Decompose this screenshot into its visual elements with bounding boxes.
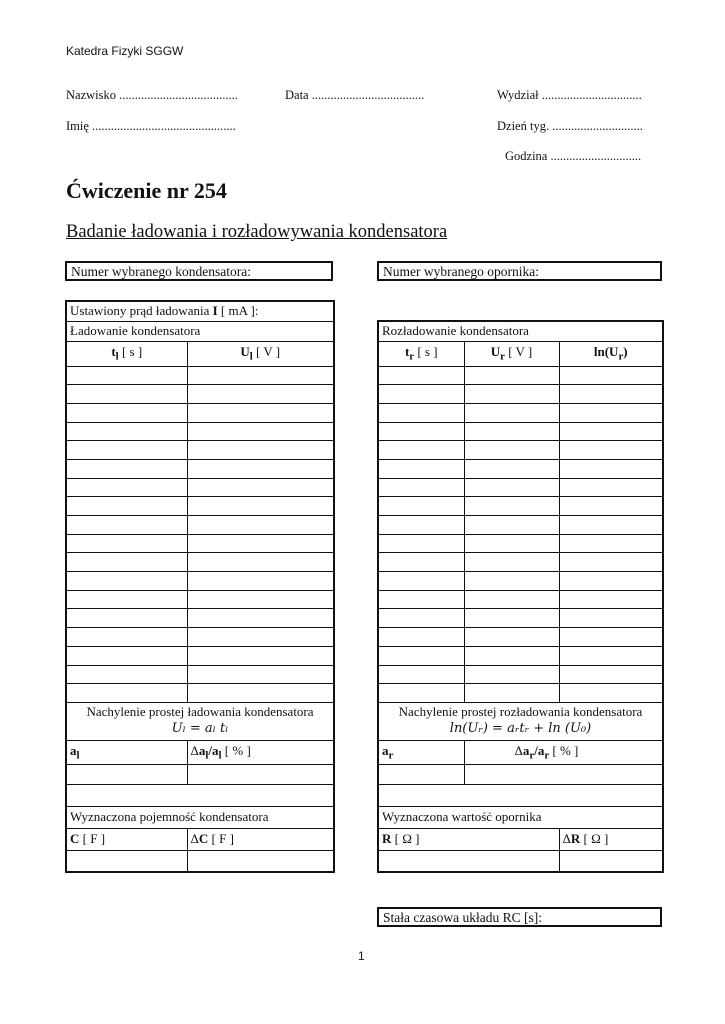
data-entry-cell[interactable] [464,590,559,609]
table-row [66,385,334,404]
charging-section-title: Ładowanie kondensatora [66,321,334,341]
data-entry-cell[interactable] [66,553,187,572]
da-num: a [522,743,530,759]
da-unit: [ % ] [549,743,579,759]
capacitance-error-value[interactable] [187,850,334,872]
data-entry-cell[interactable] [559,366,663,385]
table-row [66,534,334,553]
discharging-col-ln [559,341,663,366]
nazwisko-field[interactable]: Nazwisko ...................................... [66,88,238,102]
voltage-sub: l [249,350,253,363]
resistance-error-label [559,828,663,850]
data-entry-cell[interactable] [378,609,464,628]
data-entry-cell[interactable] [464,422,559,441]
table-row [66,459,334,478]
data-entry-cell[interactable] [559,665,663,684]
table-row [378,684,663,703]
page-subtitle: Badanie ładowania i rozładowywania kondensatora [66,222,448,242]
data-entry-cell[interactable] [66,441,187,460]
discharging-section-title: Rozładowanie kondensatora [378,321,663,341]
data-entry-cell[interactable] [187,646,334,665]
c-unit: [ F ] [79,831,106,847]
a-sub: l [76,749,80,762]
ln-sub: r [618,350,624,363]
data-entry-cell[interactable] [559,422,663,441]
table-row [378,572,663,591]
c-symbol: C [70,831,80,847]
data-entry-cell[interactable] [559,572,663,591]
dc-symbol: C [198,831,209,847]
data-entry-cell[interactable] [559,516,663,535]
charging-table [65,300,335,873]
charging-data-rows [66,366,334,702]
table-row [378,646,663,665]
dc-unit: [ F ] [208,831,234,847]
data-entry-cell[interactable] [559,553,663,572]
data-entry-cell[interactable] [378,403,464,422]
data-entry-cell[interactable] [559,385,663,404]
resistance-title: Wyznaczona wartość opornika [378,806,663,828]
table-row [378,403,663,422]
data-entry-cell[interactable] [378,385,464,404]
table-row [66,422,334,441]
table-row [378,459,663,478]
data-entry-cell[interactable] [66,478,187,497]
discharging-da-value[interactable] [464,764,663,784]
data-entry-cell[interactable] [464,385,559,404]
table-row [378,366,663,385]
data-entry-cell[interactable] [378,553,464,572]
table-row [66,441,334,460]
charging-da-value[interactable] [187,764,334,784]
discharging-slope-cell [378,702,663,740]
table-row [66,497,334,516]
data-entry-cell[interactable] [66,385,187,404]
data-entry-cell[interactable] [464,497,559,516]
voltage-unit: [ V ] [504,344,533,360]
data-entry-cell[interactable] [66,628,187,647]
data-entry-cell[interactable] [378,572,464,591]
data-entry-cell[interactable] [187,497,334,516]
time-symbol: t [404,344,410,360]
data-entry-cell[interactable] [464,684,559,703]
discharging-col-voltage [464,341,559,366]
charging-slope-title: Nachylenie prostej ładowania kondensatora [86,703,314,719]
da-slash: / [208,743,213,759]
data-entry-cell[interactable] [559,403,663,422]
opornik-number-box[interactable] [377,261,662,281]
data-entry-cell[interactable] [66,534,187,553]
time-constant-label: Stała czasowa układu RC [s]: [383,910,542,925]
table-row [378,553,663,572]
da-den-sub: r [544,749,550,762]
data-entry-cell[interactable] [464,459,559,478]
charging-slope-cell [66,702,334,740]
data-entry-cell[interactable] [187,590,334,609]
page-number: 1 [358,949,365,963]
charging-col-voltage [187,341,334,366]
ln-symbol: ln(U [593,344,619,360]
table-row [66,628,334,647]
charging-slope-formula: Uₗ = aₗ tₗ [171,720,229,736]
data-entry-cell[interactable] [66,590,187,609]
data-entry-cell[interactable] [559,478,663,497]
a-sub: r [388,749,394,762]
voltage-unit: [ V ] [252,344,281,360]
table-row [378,478,663,497]
data-entry-cell[interactable] [464,403,559,422]
data-entry-cell[interactable] [187,628,334,647]
discharging-da-label [464,740,663,764]
data-entry-cell[interactable] [464,628,559,647]
data-entry-cell[interactable] [559,628,663,647]
capacitance-error-label [187,828,334,850]
capacitance-title: Wyznaczona pojemność kondensatora [66,806,334,828]
spacer [378,784,663,806]
data-entry-cell[interactable] [187,665,334,684]
data-entry-cell[interactable] [559,497,663,516]
capacitance-value[interactable] [66,850,187,872]
data-entry-cell[interactable] [378,628,464,647]
kondensator-number-label: Numer wybranego kondensatora: [71,264,251,279]
data-entry-cell[interactable] [378,459,464,478]
dzien-field[interactable]: Dzień tyg. ............................. [497,119,643,133]
time-unit: [ s ] [414,344,438,360]
data-entry-cell[interactable] [378,516,464,535]
data-entry-cell[interactable] [66,665,187,684]
data-entry-cell[interactable] [66,572,187,591]
discharging-col-time [378,341,464,366]
data-entry-cell[interactable] [559,646,663,665]
current-unit: [ mA ]: [217,303,259,319]
data-entry-cell[interactable] [187,403,334,422]
data-entry-cell[interactable] [187,609,334,628]
data-entry-cell[interactable] [187,385,334,404]
data-entry-cell[interactable] [187,459,334,478]
table-row [378,516,663,535]
dr-symbol: R [570,831,581,847]
discharging-a-label [378,740,464,764]
table-row [66,665,334,684]
data-entry-cell[interactable] [464,366,559,385]
data-entry-cell[interactable] [464,553,559,572]
discharging-data-rows [378,366,663,702]
data-entry-cell[interactable] [464,646,559,665]
data-entry-cell[interactable] [66,609,187,628]
delta-symbol: Δ [190,743,199,759]
table-row [378,385,663,404]
data-entry-cell[interactable] [378,590,464,609]
data-entry-cell[interactable] [378,497,464,516]
data-entry-cell[interactable] [66,516,187,535]
discharging-slope-title: Nachylenie prostej rozładowania kondensatora [398,703,643,719]
data-entry-cell[interactable] [187,553,334,572]
capacitance-label [66,828,187,850]
data-entry-cell[interactable] [187,516,334,535]
data-entry-cell[interactable] [559,459,663,478]
data-entry-cell[interactable] [187,422,334,441]
data-entry-cell[interactable] [66,422,187,441]
a-symbol: a [382,743,389,759]
data-entry-cell[interactable] [378,366,464,385]
data-entry-cell[interactable] [559,441,663,460]
charging-a-value[interactable] [66,764,187,784]
table-row [66,646,334,665]
charging-a-label [66,740,187,764]
data-entry-cell[interactable] [559,590,663,609]
data-entry-cell[interactable] [464,572,559,591]
time-unit: [ s ] [118,344,143,360]
data-entry-cell[interactable] [187,478,334,497]
data-entry-cell[interactable] [559,684,663,703]
time-sub: l [115,350,119,363]
data-entry-cell[interactable] [187,684,334,703]
discharging-slope-formula: ln(Uᵣ) = aᵣtᵣ + ln (U₀) [449,720,592,736]
data-entry-cell[interactable] [464,478,559,497]
table-row [66,609,334,628]
delta-symbol: Δ [562,831,571,847]
data-entry-cell[interactable] [378,646,464,665]
r-symbol: R [382,831,392,847]
voltage-sub: r [500,350,505,363]
voltage-symbol: U [240,344,250,360]
da-den-sub: l [218,749,222,762]
data-entry-cell[interactable] [464,665,559,684]
discharging-a-value[interactable] [378,764,464,784]
data-entry-cell[interactable] [66,646,187,665]
data-entry-cell[interactable] [66,497,187,516]
da-den: a [537,743,545,759]
table-row [378,534,663,553]
data-entry-cell[interactable] [187,441,334,460]
data-entry-cell[interactable] [66,684,187,703]
table-row [66,516,334,535]
dr-unit: [ Ω ] [580,831,609,847]
data-entry-cell[interactable] [187,366,334,385]
delta-symbol: Δ [190,831,199,847]
opornik-number-label: Numer wybranego opornika: [383,264,539,279]
da-num-sub: l [205,749,209,762]
time-constant-box[interactable] [377,907,662,927]
delta-symbol: Δ [514,743,523,759]
da-num: a [198,743,206,759]
data-entry-cell[interactable] [464,609,559,628]
time-symbol: t [111,344,116,360]
table-row [378,497,663,516]
wydzial-field[interactable]: Wydział ................................ [497,88,642,102]
table-row [66,478,334,497]
data-entry-cell[interactable] [66,403,187,422]
ln-close: ) [623,344,628,360]
da-num-sub: r [529,749,535,762]
discharging-table [377,320,664,873]
charging-col-time [66,341,187,366]
table-row [66,553,334,572]
data-field[interactable]: Data .................................... [285,88,425,102]
table-row [378,441,663,460]
table-row [378,590,663,609]
charging-da-label [187,740,334,764]
resistance-label [378,828,559,850]
table-row [378,665,663,684]
table-row [66,590,334,609]
time-sub: r [409,350,415,363]
resistance-value[interactable] [378,850,559,872]
resistance-error-value[interactable] [559,850,663,872]
data-entry-cell[interactable] [378,478,464,497]
da-slash: / [534,743,538,759]
data-entry-cell[interactable] [378,534,464,553]
table-row [66,366,334,385]
data-entry-cell[interactable] [187,534,334,553]
data-entry-cell[interactable] [464,441,559,460]
da-den: a [212,743,219,759]
voltage-symbol: U [490,344,501,360]
table-row [378,422,663,441]
charging-current-label: Ustawiony prąd ładowania [70,303,213,319]
institution-header: Katedra Fizyki SGGW [66,44,184,58]
table-row [378,628,663,647]
data-entry-cell[interactable] [559,609,663,628]
spacer [66,784,334,806]
data-entry-cell[interactable] [187,572,334,591]
r-unit: [ Ω ] [391,831,420,847]
data-entry-cell[interactable] [559,534,663,553]
a-symbol: a [70,743,77,759]
imie-field[interactable]: Imię .............................................. [66,119,236,133]
table-row [66,572,334,591]
da-unit: [ % ] [221,743,251,759]
data-entry-cell[interactable] [464,516,559,535]
page-title: Ćwiczenie nr 254 [66,178,227,203]
data-entry-cell[interactable] [378,684,464,703]
data-entry-cell[interactable] [66,459,187,478]
data-entry-cell[interactable] [378,422,464,441]
godzina-field[interactable]: Godzina ............................. [505,149,642,163]
data-entry-cell[interactable] [378,665,464,684]
data-entry-cell[interactable] [378,441,464,460]
table-row [66,684,334,703]
charging-current-cell[interactable] [66,301,334,321]
data-entry-cell[interactable] [464,534,559,553]
kondensator-number-box[interactable] [65,261,333,281]
table-row [378,609,663,628]
table-row [66,403,334,422]
data-entry-cell[interactable] [66,366,187,385]
current-symbol: I [212,303,218,319]
